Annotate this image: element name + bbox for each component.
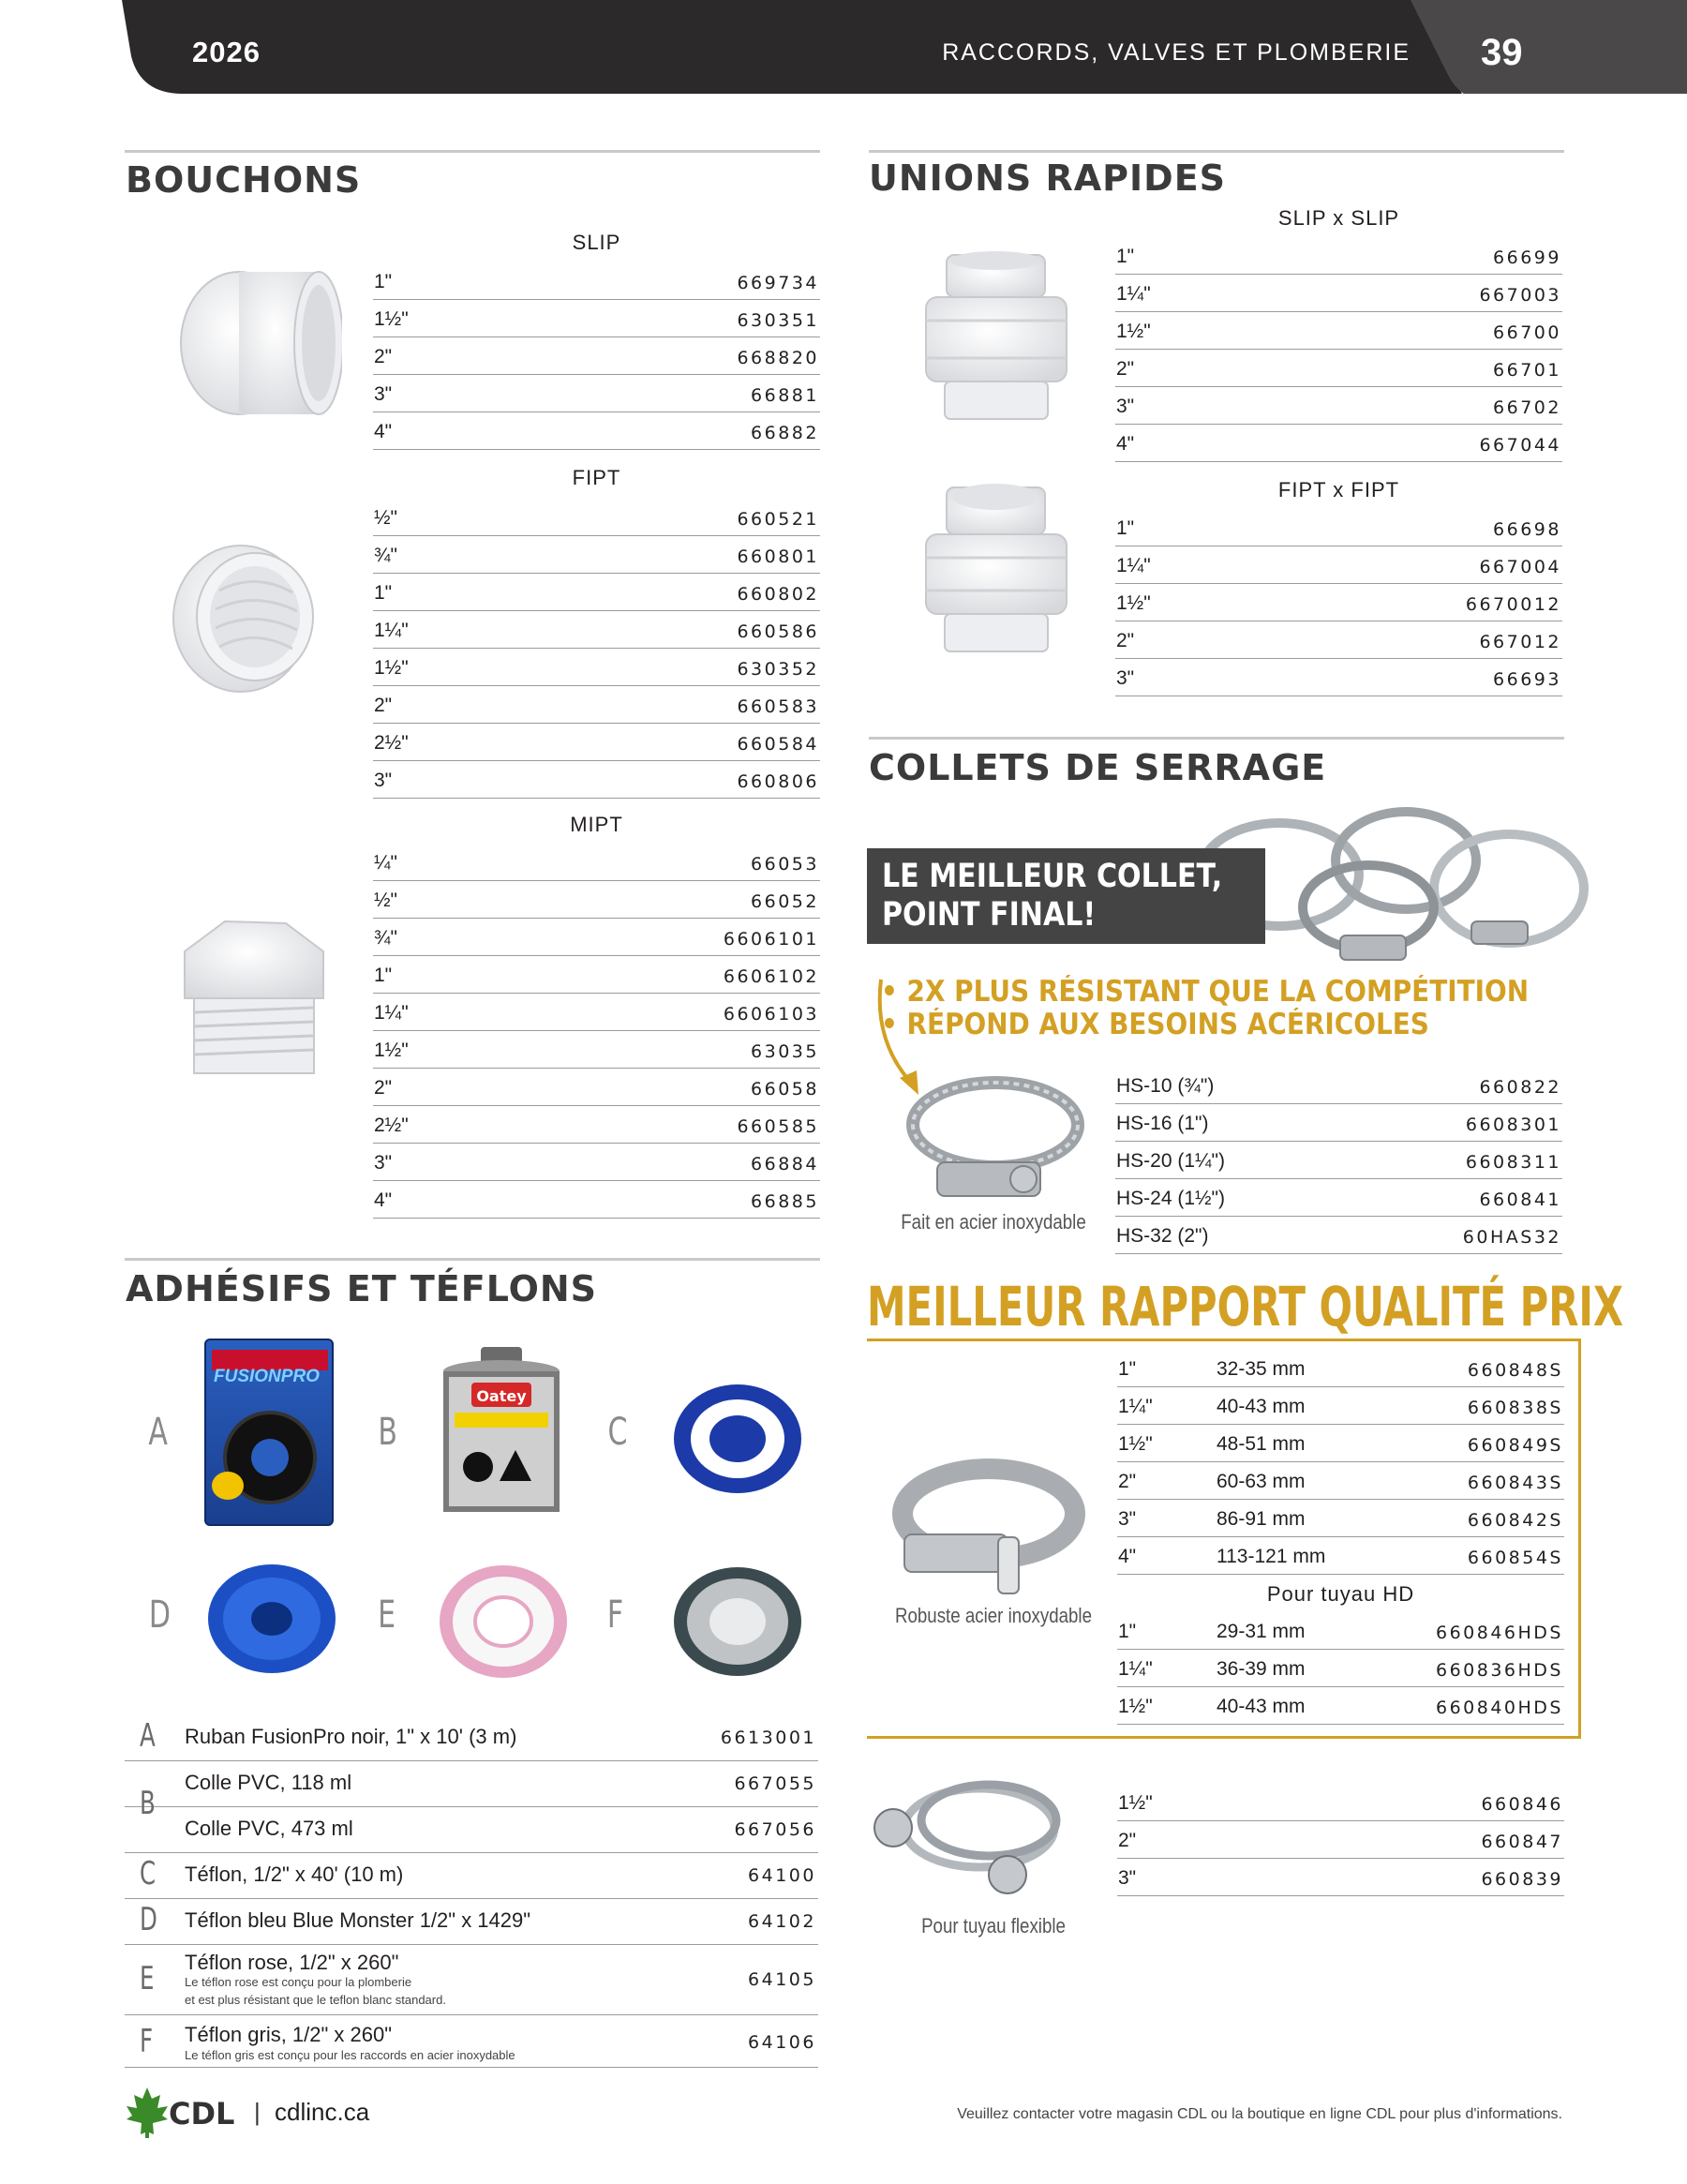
table-row <box>373 300 820 337</box>
product-code-cell: 667003 <box>1479 285 1561 306</box>
range-cell: 113-121 mm <box>1217 1546 1326 1567</box>
table-row <box>373 724 820 761</box>
blue-monster-teflon-tape-icon <box>204 1561 340 1678</box>
footer-brand: CDL <box>169 2096 235 2132</box>
product-code-cell: 667012 <box>1479 632 1561 652</box>
size-cell: 3" <box>1118 1508 1137 1530</box>
adhesive-row-d: D Téflon bleu Blue Monster 1/2" x 1429" 64102 <box>125 1899 818 1945</box>
fipt-caps-table <box>373 499 820 799</box>
table-row <box>373 611 820 649</box>
table-row <box>1115 387 1562 425</box>
hd-hose-head: Pour tuyau HD <box>1266 1582 1415 1606</box>
adhesifs-rule <box>125 1258 820 1261</box>
size-cell: 1¼" <box>374 620 409 641</box>
product-code-cell: 66053 <box>751 854 819 875</box>
size-cell: 1" <box>374 965 393 986</box>
table-row <box>373 1031 820 1069</box>
size-cell: 1½" <box>1116 321 1151 342</box>
unions-rule <box>869 150 1564 153</box>
product-code-cell: 6606101 <box>723 929 819 950</box>
table-row <box>1115 1179 1562 1217</box>
slip-caps-table <box>373 262 820 450</box>
size-cell: 1" <box>1118 1358 1137 1380</box>
best-value-title: MEILLEUR RAPPORT QUALITÉ PRIX <box>867 1275 1624 1339</box>
size-cell: ¾" <box>374 927 397 949</box>
table-row <box>373 536 820 574</box>
product-code-cell: 66058 <box>751 1079 819 1099</box>
table-row <box>1115 509 1562 546</box>
footer-separator: | <box>254 2098 261 2126</box>
footer-website-link[interactable]: cdlinc.ca <box>275 2098 370 2126</box>
size-cell: 3" <box>1116 667 1135 689</box>
size-cell: 1" <box>374 271 393 292</box>
product-code-cell: 660802 <box>737 584 819 605</box>
hs-clamps-table <box>1115 1067 1562 1254</box>
size-cell: ¾" <box>374 545 397 566</box>
footer-note: Veuillez contacter votre magasin CDL ou la boutique en ligne CDL pour plus d'informations. <box>957 2106 1562 2122</box>
size-cell: 2½" <box>374 732 409 754</box>
size-cell: 2" <box>1116 358 1135 380</box>
size-cell: 2" <box>1118 1830 1137 1851</box>
table-row <box>373 337 820 375</box>
table-row <box>1115 584 1562 621</box>
white-pvc-union-slip-icon <box>918 246 1073 424</box>
table-row <box>1115 350 1562 387</box>
pink-teflon-tape-icon <box>436 1561 572 1683</box>
product-code-cell: 66698 <box>1493 519 1561 540</box>
table-row <box>1115 1104 1562 1142</box>
table-row <box>373 956 820 994</box>
pvc-cement-can-icon <box>436 1345 567 1523</box>
table-row <box>1117 1387 1564 1425</box>
table-row <box>1115 312 1562 350</box>
product-code-cell: 66702 <box>1493 397 1561 418</box>
table-row <box>1117 1650 1564 1687</box>
product-code-cell: 63035 <box>751 1041 819 1062</box>
table-row <box>1115 1217 1562 1254</box>
catalog-year: 2026 <box>192 36 261 68</box>
bouchons-title: BOUCHONS <box>126 159 362 201</box>
size-cell: 2½" <box>374 1114 409 1136</box>
product-letter-a: A <box>148 1411 168 1454</box>
product-letter-d: D <box>148 1593 171 1637</box>
product-code-cell: 66881 <box>751 385 819 406</box>
size-cell: HS-20 (1¼") <box>1116 1150 1225 1172</box>
promo-line-2: POINT FINAL! <box>882 896 1097 934</box>
size-cell: 4" <box>374 1189 393 1211</box>
size-cell: 1½" <box>374 1040 409 1061</box>
gray-teflon-tape-icon <box>670 1561 806 1683</box>
mipt-plugs-head: MIPT <box>570 813 623 836</box>
fipt-caps-head: FIPT <box>572 466 621 489</box>
product-letter-b: B <box>378 1411 398 1454</box>
size-cell: 1¼" <box>1116 555 1151 576</box>
flexible-hose-clamp-icon <box>867 1762 1082 1903</box>
product-code-cell: 630351 <box>737 310 819 331</box>
product-code-cell: 60HAS32 <box>1462 1227 1561 1248</box>
product-code-cell: 66700 <box>1493 322 1561 343</box>
size-cell: 1" <box>374 582 393 604</box>
size-cell: 1¼" <box>374 1002 409 1024</box>
collets-title: COLLETS DE SERRAGE <box>869 747 1327 788</box>
unions-title: UNIONS RAPIDES <box>869 157 1227 199</box>
table-row <box>1117 1350 1564 1387</box>
product-code-cell: 660846HDS <box>1435 1623 1563 1643</box>
product-code-cell: 66885 <box>751 1191 819 1212</box>
product-code-cell: 669734 <box>737 273 819 293</box>
promo-bullet-2: • RÉPOND AUX BESOINS ACÉRICOLES <box>881 1008 1429 1041</box>
product-letter-f: F <box>606 1593 624 1637</box>
table-row <box>1117 1462 1564 1500</box>
table-row <box>373 262 820 300</box>
table-row <box>373 686 820 724</box>
table-row <box>1115 1142 1562 1179</box>
range-cell: 40-43 mm <box>1217 1396 1306 1417</box>
size-cell: 1½" <box>1116 592 1151 614</box>
product-code-cell: 660836HDS <box>1435 1660 1563 1681</box>
product-letter-c: C <box>607 1411 628 1454</box>
size-cell: 1" <box>1116 246 1135 267</box>
adhesive-row-f: F Téflon gris, 1/2" x 260" Le téflon gris est conçu pour les raccords en acier inoxydable 64106 <box>125 2015 818 2068</box>
table-row <box>1115 1067 1562 1104</box>
adhesifs-title: ADHÉSIFS ET TÉFLONS <box>126 1268 598 1309</box>
product-code-cell: 660801 <box>737 546 819 567</box>
size-cell: 1½" <box>1118 1792 1153 1814</box>
product-code-cell: 660521 <box>737 509 819 530</box>
table-row <box>373 761 820 799</box>
product-code-cell: 660843S <box>1467 1473 1563 1493</box>
size-cell: 2" <box>374 1077 393 1099</box>
white-pvc-cap-fipt-icon <box>161 534 339 698</box>
product-code-cell: 660583 <box>737 696 819 717</box>
table-row <box>1117 1425 1564 1462</box>
table-row <box>373 1181 820 1219</box>
size-cell: 1½" <box>374 308 409 330</box>
fusionpro-tape-package-icon <box>204 1339 334 1526</box>
size-cell: ¼" <box>374 852 397 874</box>
range-cell: 48-51 mm <box>1217 1433 1306 1455</box>
table-row <box>1117 1537 1564 1575</box>
table-row <box>1115 546 1562 584</box>
collets-rule <box>869 737 1564 740</box>
product-code-cell: 660840HDS <box>1435 1698 1563 1718</box>
range-cell: 29-31 mm <box>1217 1621 1306 1642</box>
mipt-plugs-table <box>373 844 820 1219</box>
promo-banner <box>867 848 1265 944</box>
product-code-cell: 66884 <box>751 1154 819 1174</box>
size-cell: HS-24 (1½") <box>1116 1188 1225 1209</box>
table-row <box>1117 1859 1564 1896</box>
page-header <box>0 0 1687 94</box>
flexible-clamp-table <box>1117 1784 1564 1896</box>
size-cell: 1¼" <box>1116 283 1151 305</box>
hs-clamp-caption: Fait en acier inoxydable <box>901 1210 1086 1234</box>
product-code-cell: 660586 <box>737 621 819 642</box>
size-cell: 3" <box>374 770 393 791</box>
table-row <box>373 881 820 919</box>
range-cell: 32-35 mm <box>1217 1358 1306 1380</box>
white-pvc-cap-slip-icon <box>164 261 342 425</box>
product-code-cell: 660839 <box>1481 1869 1563 1890</box>
section-heading: RACCORDS, VALVES ET PLOMBERIE <box>942 39 1411 66</box>
product-code-cell: 660847 <box>1481 1832 1563 1852</box>
product-code-cell: 660841 <box>1479 1189 1561 1210</box>
adhesive-row-e: E Téflon rose, 1/2" x 260" Le téflon rose est conçu pour la plomberie et est plus résistant que le teflon blanc standard. 64105 <box>125 1945 818 2015</box>
product-code-cell: 667044 <box>1479 435 1561 456</box>
product-code-cell: 66699 <box>1493 247 1561 268</box>
size-cell: 1½" <box>1118 1433 1153 1455</box>
white-pvc-plug-mipt-icon <box>173 914 333 1087</box>
cement-brand-text: Oatey <box>476 1387 527 1405</box>
adhesive-row-b1: B Colle PVC, 118 ml 667055 <box>125 1761 818 1807</box>
product-code-cell: 668820 <box>737 348 819 368</box>
range-cell: 60-63 mm <box>1217 1471 1306 1492</box>
product-code-cell: 6608301 <box>1465 1114 1561 1135</box>
slip-caps-head: SLIP <box>572 231 621 254</box>
size-cell: HS-10 (¾") <box>1116 1075 1215 1097</box>
size-cell: HS-32 (2") <box>1116 1225 1209 1247</box>
product-code-cell: 66882 <box>751 423 819 443</box>
size-cell: 4" <box>1116 433 1135 455</box>
table-row <box>1115 621 1562 659</box>
white-teflon-tape-icon <box>670 1378 806 1500</box>
product-code-cell: 6606103 <box>723 1004 819 1025</box>
size-cell: 1½" <box>1118 1696 1153 1717</box>
white-pvc-union-fipt-icon <box>918 478 1073 656</box>
product-code-cell: 660849S <box>1467 1435 1563 1456</box>
maple-leaf-logo-icon <box>125 2086 170 2138</box>
table-row <box>373 1069 820 1106</box>
adhesive-row-b2: Colle PVC, 473 ml 667056 <box>125 1807 818 1853</box>
product-code-cell: 66701 <box>1493 360 1561 381</box>
table-row <box>1115 275 1562 312</box>
union-slip-head: SLIP x SLIP <box>1277 206 1400 230</box>
product-code-cell: 660854S <box>1467 1548 1563 1568</box>
product-code-cell: 667004 <box>1479 557 1561 577</box>
table-row <box>373 919 820 956</box>
size-cell: 3" <box>374 1152 393 1174</box>
size-cell: 2" <box>374 346 393 367</box>
product-letter-e: E <box>378 1593 396 1637</box>
table-row <box>373 499 820 536</box>
product-code-cell: 6670012 <box>1465 594 1561 615</box>
size-cell: ½" <box>374 890 397 911</box>
hs-hose-clamp-icon <box>902 1073 1089 1209</box>
size-cell: 4" <box>374 421 393 442</box>
bouchons-rule <box>125 150 820 153</box>
page-number: 39 <box>1481 32 1523 73</box>
table-row <box>373 375 820 412</box>
table-row <box>373 994 820 1031</box>
size-cell: 1¼" <box>1118 1658 1153 1680</box>
table-row <box>1117 1784 1564 1821</box>
table-row <box>1115 659 1562 696</box>
range-cell: 86-91 mm <box>1217 1508 1306 1530</box>
size-cell: 3" <box>1116 396 1135 417</box>
product-code-cell: 660848S <box>1467 1360 1563 1381</box>
table-row <box>373 844 820 881</box>
product-code-cell: 660842S <box>1467 1510 1563 1531</box>
table-row <box>373 649 820 686</box>
promo-bullet-1: • 2X PLUS RÉSISTANT QUE LA COMPÉTITION <box>881 975 1530 1009</box>
size-cell: 1" <box>1118 1621 1137 1642</box>
table-row <box>1117 1500 1564 1537</box>
product-code-cell: 660806 <box>737 771 819 792</box>
table-row <box>1115 425 1562 462</box>
table-row <box>1117 1687 1564 1725</box>
product-code-cell: 630352 <box>737 659 819 680</box>
size-cell: 1½" <box>374 657 409 679</box>
size-cell: ½" <box>374 507 397 529</box>
table-row <box>373 1144 820 1181</box>
size-cell: 1¼" <box>1118 1396 1153 1417</box>
table-row <box>1115 237 1562 275</box>
size-cell: 2" <box>1116 630 1135 651</box>
flexible-clamp-caption: Pour tuyau flexible <box>921 1914 1066 1937</box>
union-fipt-table <box>1115 509 1562 696</box>
table-row <box>373 1106 820 1144</box>
table-row <box>1117 1821 1564 1859</box>
product-code-cell: 660846 <box>1481 1794 1563 1815</box>
heavy-duty-clamp-icon <box>886 1448 1092 1603</box>
product-code-cell: 660822 <box>1479 1077 1561 1098</box>
best-value-table <box>1117 1350 1564 1575</box>
product-code-cell: 6606102 <box>723 966 819 987</box>
size-cell: HS-16 (1") <box>1116 1113 1209 1134</box>
size-cell: 2" <box>374 695 393 716</box>
product-code-cell: 6608311 <box>1465 1152 1561 1173</box>
size-cell: 4" <box>1118 1546 1137 1567</box>
adhesive-row-c: C Téflon, 1/2" x 40' (10 m) 64100 <box>125 1853 818 1899</box>
table-row <box>373 574 820 611</box>
product-code-cell: 660584 <box>737 734 819 755</box>
size-cell: 3" <box>1118 1867 1137 1889</box>
heavy-duty-clamp-caption: Robuste acier inoxydable <box>894 1604 1092 1627</box>
range-cell: 36-39 mm <box>1217 1658 1306 1680</box>
size-cell: 1" <box>1116 517 1135 539</box>
promo-line-1: LE MEILLEUR COLLET, <box>882 858 1223 895</box>
table-row <box>1117 1612 1564 1650</box>
union-slip-table <box>1115 237 1562 462</box>
product-code-cell: 66052 <box>751 891 819 912</box>
size-cell: 2" <box>1118 1471 1137 1492</box>
product-code-cell: 660838S <box>1467 1398 1563 1418</box>
range-cell: 40-43 mm <box>1217 1696 1306 1717</box>
hd-hose-table <box>1117 1612 1564 1725</box>
size-cell: 3" <box>374 383 393 405</box>
fusionpro-brand-text: FUSIONPRO <box>214 1367 320 1386</box>
table-row <box>373 412 820 450</box>
product-code-cell: 66693 <box>1493 669 1561 690</box>
product-code-cell: 660585 <box>737 1116 819 1137</box>
union-fipt-head: FIPT x FIPT <box>1277 478 1400 501</box>
adhesive-row-a: A Ruban FusionPro noir, 1" x 10' (3 m) 6613001 <box>125 1715 818 1761</box>
